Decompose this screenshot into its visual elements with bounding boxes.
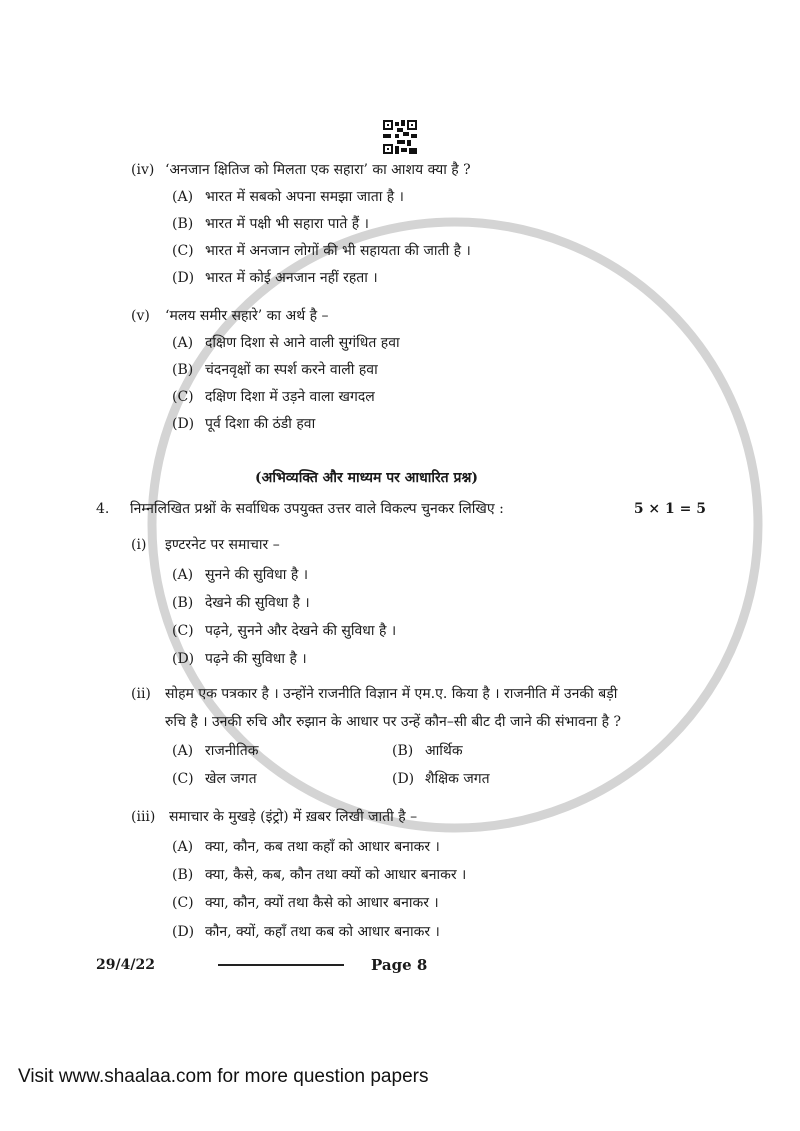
option-text: भारत में कोई अनजान नहीं रहता । [205,270,378,286]
option-text: पढ़ने की सुविधा है । [205,651,307,667]
option [96,187,706,207]
option-text: क्या, कौन, क्यों तथा कैसे को आधार बनाकर । [205,895,439,911]
question-text-line: रुचि है । उनकी रुचि और रुझान के आधार पर उन्हें कौन–सी बीट दी जाने की संभावना है ? [165,714,622,730]
question-text: ‘मलय समीर सहारे’ का अर्थ है – [165,308,329,324]
option-text: दक्षिण दिशा से आने वाली सुगंधित हवा [205,335,400,351]
option-label: (A) [172,567,194,583]
question-i [96,535,706,555]
option [96,414,706,434]
option-text: दक्षिण दिशा में उड़ने वाला खगदल [205,389,375,405]
option [172,769,392,789]
question-paper-body [96,160,706,975]
options-grid [96,741,706,789]
option-text: क्या, कौन, कब तथा कहाँ को आधार बनाकर । [205,839,440,855]
option-label: (A) [172,335,194,351]
option [96,865,706,885]
option-text: पढ़ने, सुनने और देखने की सुविधा है । [205,623,397,639]
option-label: (B) [172,362,194,378]
option-label: (D) [172,416,195,432]
question-label: (ii) [131,686,151,702]
option [96,593,706,613]
option-text: भारत में अनजान लोगों की भी सहायता की जाती है । [205,243,471,259]
question-ii-continued [96,712,706,732]
option [96,268,706,288]
option-label: (B) [392,743,414,759]
option-label: (C) [172,771,194,787]
option-label: (B) [172,595,194,611]
option [96,360,706,380]
question-iii [96,807,706,827]
option [392,741,706,761]
option [96,649,706,669]
option-text: पूर्व दिशा की ठंडी हवा [205,416,316,432]
option-label: (D) [172,270,195,286]
question-4 [96,499,706,519]
option [96,241,706,261]
option [96,837,706,857]
option-label: (C) [172,389,194,405]
option [172,741,392,761]
option [96,621,706,641]
question-v [96,306,706,326]
option-text: भारत में सबको अपना समझा जाता है । [205,189,404,205]
option-text: आर्थिक [425,743,463,759]
option-label: (D) [392,771,415,787]
question-text: समाचार के मुखड़े (इंट्रो) में ख़बर लिखी जाती है – [169,809,418,825]
bottom-banner: Visit www.shaalaa.com for more question papers [18,1066,429,1087]
option-text: क्या, कैसे, कब, कौन तथा क्यों को आधार बनाकर । [205,867,467,883]
question-label: (v) [131,308,150,324]
option-text: कौन, क्यों, कहाँ तथा कब को आधार बनाकर । [205,924,440,940]
question-label: (i) [131,537,147,553]
marks: 5 × 1 = 5 [633,501,706,517]
option [96,333,706,353]
option-label: (A) [172,743,194,759]
option [96,565,706,585]
option-label: (B) [172,216,194,232]
option [96,893,706,913]
option-text: सुनने की सुविधा है । [205,567,309,583]
option [96,214,706,234]
question-label: (iv) [131,162,155,178]
option-text: राजनीतिक [205,743,259,759]
option-label: (C) [172,895,194,911]
option-label: (C) [172,243,194,259]
option-text: चंदनवृक्षों का स्पर्श करने वाली हवा [205,362,378,378]
option-text: खेल जगत [205,771,257,787]
question-text: निम्नलिखित प्रश्नों के सर्वाधिक उपयुक्त उत्तर वाले विकल्प चुनकर लिखिए : [130,501,504,517]
question-label: (iii) [131,809,156,825]
option-label: (C) [172,623,194,639]
option-label: (D) [172,651,195,667]
option-text: भारत में पक्षी भी सहारा पाते हैं । [205,216,369,232]
option-text: देखने की सुविधा है । [205,595,310,611]
option-label: (A) [172,189,194,205]
page-footer [96,955,706,975]
section-heading: (अभिव्यक्ति और माध्यम पर आधारित प्रश्न) [255,470,479,486]
question-text-line: सोहम एक पत्रकार है । उन्होंने राजनीति विज्ञान में एम.ए. किया है । राजनीति में उनकी बड़ी [165,686,618,702]
qr-code [383,120,417,154]
question-number: 4. [96,501,110,517]
footer-rule [218,964,344,966]
option-label: (B) [172,867,194,883]
option-label: (A) [172,839,194,855]
question-text: ‘अनजान क्षितिज को मिलता एक सहारा’ का आशय क्या है ? [165,162,471,178]
question-ii [96,684,706,704]
question-iv [96,160,706,180]
paper-code: 29/4/22 [96,957,155,973]
question-text: इण्टरनेट पर समाचार – [165,537,280,553]
option [96,922,706,942]
option-label: (D) [172,924,195,940]
option [392,769,706,789]
option [96,387,706,407]
option-text: शैक्षिक जगत [425,771,490,787]
page-number: Page 8 [371,956,428,974]
